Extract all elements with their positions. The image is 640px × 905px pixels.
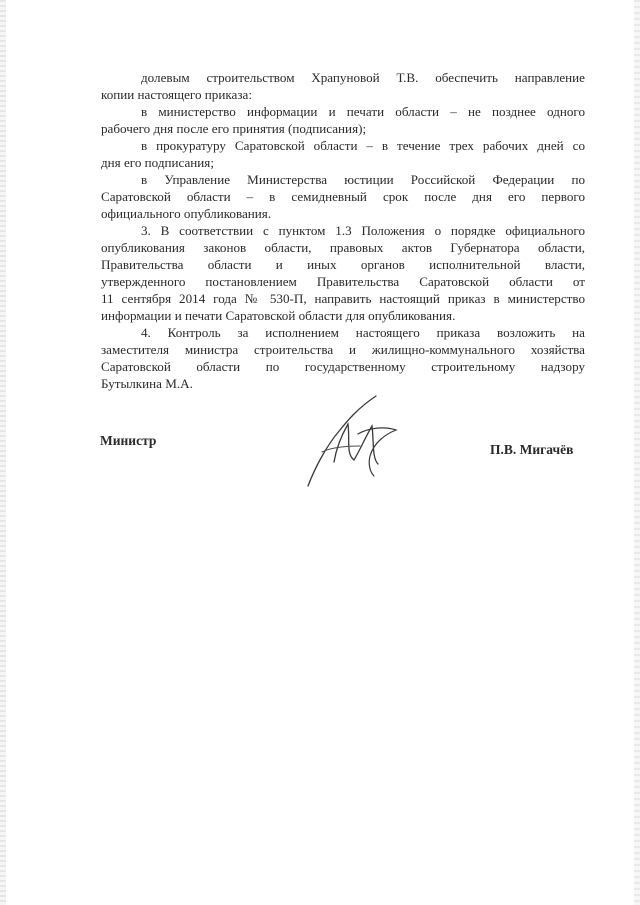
body-line: Правительства области и иных органов исполнительной власти,: [101, 257, 585, 272]
body-line: в прокуратуру Саратовской области – в течение трех рабочих дней со: [141, 138, 585, 153]
scan-edge-right: [634, 0, 640, 905]
document-body: [101, 69, 585, 392]
body-line: в министерство информации и печати области – не позднее одного: [141, 104, 585, 119]
signer-title: Министр: [100, 433, 157, 448]
body-line: Саратовской области – в семидневный срок после дня его первого: [101, 189, 585, 204]
body-line: информации и печати Саратовской области для опубликования.: [101, 308, 456, 323]
body-line: официального опубликования.: [101, 206, 272, 221]
body-line: рабочего дня после его принятия (подписания);: [101, 121, 367, 136]
body-line: утвержденного постановлением Правительства Саратовской области от: [101, 274, 585, 289]
scan-edge-left: [0, 0, 6, 905]
body-line: 3. В соответствии с пунктом 1.3 Положения о порядке официального: [141, 223, 585, 238]
handwritten-signature: [300, 390, 410, 500]
body-line: заместителя министра строительства и жилищно-коммунального хозяйства: [101, 342, 585, 357]
body-line: опубликования законов области, правовых актов Губернатора области,: [101, 240, 585, 255]
body-line: копии настоящего приказа:: [101, 87, 252, 102]
signer-name: П.В. Мигачёв: [490, 442, 574, 457]
body-line: Саратовской области по государственному строительному надзору: [101, 359, 585, 374]
body-line: 11 сентября 2014 года № 530-П, направить настоящий приказ в министерство: [101, 291, 585, 306]
body-line: дня его подписания;: [101, 155, 214, 170]
body-line: долевым строительством Храпуновой Т.В. обеспечить направление: [141, 70, 585, 85]
body-line: 4. Контроль за исполнением настоящего приказа возложить на: [141, 325, 585, 340]
body-line: Бутылкина М.А.: [101, 376, 193, 391]
body-line: в Управление Министерства юстиции Российской Федерации по: [141, 172, 585, 187]
